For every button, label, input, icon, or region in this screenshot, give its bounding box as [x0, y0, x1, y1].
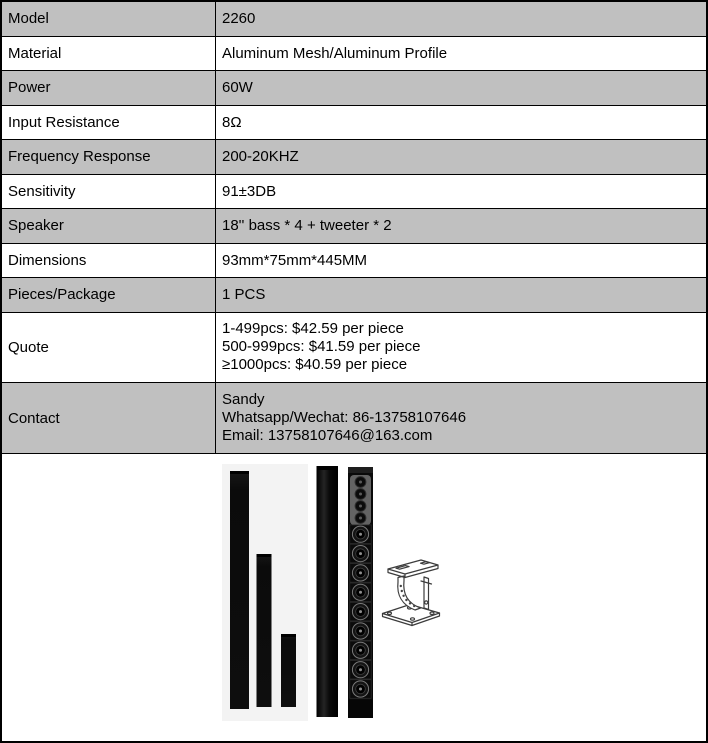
spec-row-material — [2, 37, 706, 72]
spec-value-input-resistance: 8Ω — [222, 113, 242, 131]
product-image-row — [2, 454, 706, 741]
spec-row-pieces-package — [2, 278, 706, 313]
product-image — [2, 454, 706, 741]
spec-row-contact — [2, 383, 706, 454]
quote-tier-1: 1-499pcs: $42.59 per piece — [222, 320, 404, 338]
spec-row-quote — [2, 313, 706, 384]
spec-row-model — [2, 2, 706, 37]
contact-whatsapp-wechat: Whatsapp/Wechat: 86-13758107646 — [222, 409, 467, 426]
spec-value-frequency-response: 200-20KHZ — [222, 148, 299, 166]
spec-label-contact: Contact — [2, 383, 216, 453]
spec-value-pieces-package: 1 PCS — [222, 286, 266, 304]
spec-value-sensitivity: 91±3DB — [222, 182, 277, 200]
spec-value-contact — [216, 383, 706, 453]
spec-label-dimensions: Dimensions — [2, 244, 216, 278]
contact-email: Email: 13758107646@163.com — [222, 427, 433, 444]
speaker-bar-large-icon — [230, 471, 249, 709]
spec-label-pieces-package: Pieces/Package — [2, 278, 216, 312]
spec-row-input-resistance — [2, 106, 706, 141]
spec-label-material: Material — [2, 37, 216, 71]
quote-tier-3: ≥1000pcs: $40.59 per piece — [222, 356, 408, 374]
spec-value-dimensions: 93mm*75mm*445MM — [222, 251, 368, 269]
quote-tier-2: 500-999pcs: $41.59 per piece — [222, 338, 421, 356]
spec-row-speaker — [2, 209, 706, 244]
spec-value-quote — [216, 313, 706, 383]
spec-label-power: Power — [2, 71, 216, 105]
spec-label-sensitivity: Sensitivity — [2, 175, 216, 209]
spec-label-speaker: Speaker — [2, 209, 216, 243]
woofer-icons — [350, 525, 371, 698]
spec-row-power — [2, 71, 706, 106]
spec-label-model: Model — [2, 2, 216, 36]
spec-label-frequency-response: Frequency Response — [2, 140, 216, 174]
speaker-bar-medium-icon — [257, 554, 272, 707]
spec-value-material: Aluminum Mesh/Aluminum Profile — [222, 44, 448, 62]
contact-name: Sandy — [222, 391, 265, 408]
spec-row-sensitivity — [2, 175, 706, 210]
spec-value-model: 2260 — [222, 10, 256, 28]
spec-label-quote: Quote — [2, 313, 216, 383]
spec-row-frequency-response — [2, 140, 706, 175]
speaker-column-side-icon — [317, 466, 339, 717]
mounting-bracket-icon — [383, 560, 440, 626]
spec-row-dimensions — [2, 244, 706, 279]
speaker-bar-small-icon — [281, 634, 296, 707]
spec-value-power: 60W — [222, 79, 253, 97]
spec-label-input-resistance: Input Resistance — [2, 106, 216, 140]
speaker-column-front-icon — [348, 467, 373, 718]
spec-value-speaker: 18'' bass * 4 + tweeter * 2 — [222, 217, 392, 235]
